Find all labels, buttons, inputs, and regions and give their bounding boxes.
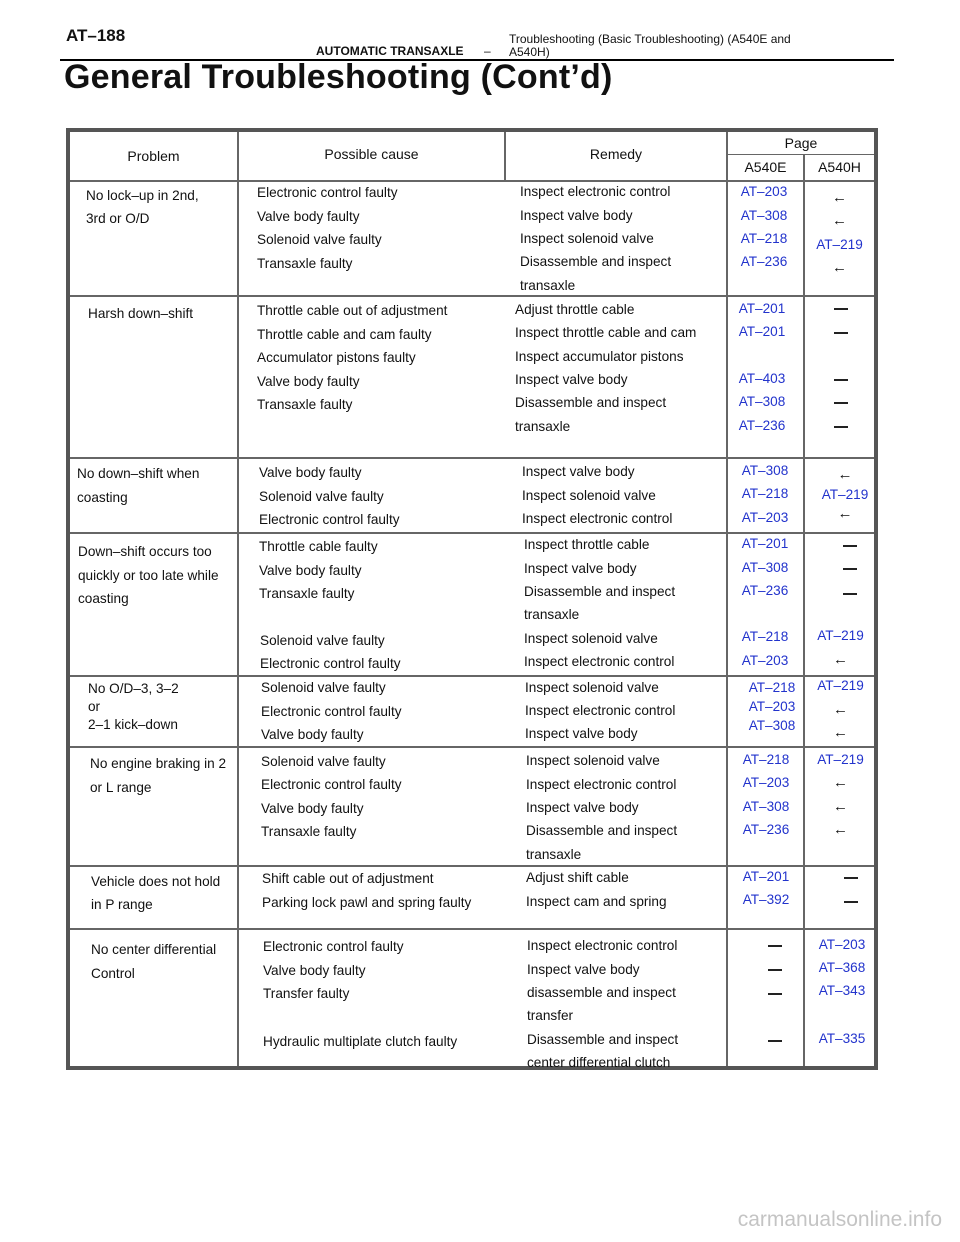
cause-cell: Valve body faulty xyxy=(263,963,366,978)
same-as-left-arrow: ← xyxy=(833,774,848,791)
page-ref-a540e[interactable]: AT–308 xyxy=(740,208,788,223)
row-divider xyxy=(70,675,874,677)
problem-cell: Harsh down–shift xyxy=(88,306,194,321)
cause-cell: Transfer faulty xyxy=(263,986,350,1001)
page-title: General Troubleshooting (Cont’d) xyxy=(64,58,613,96)
page-ref-a540e[interactable]: AT–218 xyxy=(748,680,796,695)
page-ref-a540e[interactable]: AT–218 xyxy=(742,752,790,767)
remedy-cell: Inspect valve body xyxy=(522,464,635,479)
problem-cell: 3rd or O/D xyxy=(86,211,150,226)
remedy-cell: Inspect electronic control xyxy=(524,654,675,669)
page-ref-a540e[interactable]: AT–308 xyxy=(741,463,789,478)
not-applicable-dash xyxy=(844,877,858,879)
same-as-left-arrow: ← xyxy=(833,701,848,718)
problem-cell: quickly or too late while xyxy=(78,568,219,583)
not-applicable-dash xyxy=(768,1040,782,1042)
cause-cell: Valve body faulty xyxy=(257,374,360,389)
cause-cell: Solenoid valve faulty xyxy=(260,633,385,648)
page-ref-a540h[interactable]: AT–219 xyxy=(816,237,863,252)
remedy-cell: Inspect valve body xyxy=(524,561,637,576)
problem-cell: coasting xyxy=(77,490,128,505)
remedy-cell: Inspect electronic control xyxy=(522,511,673,526)
remedy-cell: Inspect throttle cable and cam xyxy=(515,325,697,340)
page-ref-a540e[interactable]: AT–201 xyxy=(741,536,789,551)
remedy-cell: Inspect electronic control xyxy=(525,703,676,718)
same-as-left-arrow: ← xyxy=(837,466,853,483)
header-page: Page xyxy=(784,135,818,151)
cause-cell: Accumulator pistons faulty xyxy=(257,350,416,365)
not-applicable-dash xyxy=(843,545,857,547)
section-subtitle: Troubleshooting (Basic Troubleshooting) (A540E and A540H) xyxy=(509,32,791,59)
page-ref-a540e[interactable]: AT–201 xyxy=(738,301,786,316)
column-divider xyxy=(726,132,728,1066)
cause-cell: Throttle cable and cam faulty xyxy=(257,327,432,342)
same-as-left-arrow: ← xyxy=(837,505,853,522)
cause-cell: Transaxle faulty xyxy=(261,824,357,839)
not-applicable-dash xyxy=(768,945,782,947)
page-ref-a540h[interactable]: AT–368 xyxy=(818,960,866,975)
page-ref-a540h[interactable]: AT–335 xyxy=(818,1031,866,1046)
remedy-cell: Inspect valve body xyxy=(515,372,628,387)
remedy-cell: Inspect solenoid valve xyxy=(522,488,656,503)
cause-cell: Solenoid valve faulty xyxy=(261,680,386,695)
not-applicable-dash xyxy=(843,593,857,595)
cause-cell: Electronic control faulty xyxy=(259,512,400,527)
problem-cell: or xyxy=(88,699,101,714)
page-ref-a540e[interactable]: AT–308 xyxy=(748,718,796,733)
not-applicable-dash xyxy=(844,901,858,903)
remedy-cell: Inspect valve body xyxy=(525,726,638,741)
same-as-left-arrow: ← xyxy=(833,724,848,741)
header-divider xyxy=(726,154,874,155)
not-applicable-dash xyxy=(768,993,782,995)
cause-cell: Valve body faulty xyxy=(261,801,364,816)
row-divider xyxy=(70,928,874,930)
watermark: carmanualsonline.info xyxy=(737,1208,942,1231)
header-possible-cause: Possible cause xyxy=(324,146,419,162)
remedy-cell: Inspect valve body xyxy=(520,208,633,223)
page-ref-a540h[interactable]: AT–219 xyxy=(817,752,864,767)
header-remedy: Remedy xyxy=(589,146,643,162)
remedy-cell: Inspect valve body xyxy=(527,962,640,977)
cause-cell: Throttle cable out of adjustment xyxy=(257,303,448,318)
remedy-cell: transaxle xyxy=(515,419,571,434)
cause-cell: Transaxle faulty xyxy=(259,586,355,601)
remedy-cell: transaxle xyxy=(524,607,580,622)
remedy-cell: disassemble and inspect xyxy=(527,985,676,1000)
page-ref-a540e[interactable]: AT–218 xyxy=(741,629,789,644)
page-ref-a540e[interactable]: AT–201 xyxy=(738,324,786,339)
page-ref-a540e[interactable]: AT–203 xyxy=(741,653,789,668)
remedy-cell: Inspect solenoid valve xyxy=(526,753,660,768)
page-ref-a540e[interactable]: AT–392 xyxy=(742,892,790,907)
remedy-cell: center differential clutch xyxy=(527,1055,671,1070)
not-applicable-dash xyxy=(834,379,848,381)
page-ref-a540e[interactable]: AT–203 xyxy=(741,510,789,525)
page-ref-a540e[interactable]: AT–218 xyxy=(740,231,788,246)
page-ref-a540e[interactable]: AT–236 xyxy=(742,822,790,837)
page-ref-a540h[interactable]: AT–343 xyxy=(818,983,866,998)
cause-cell: Transaxle faulty xyxy=(257,256,353,271)
same-as-left-arrow: ← xyxy=(833,821,848,838)
page-ref-a540e[interactable]: AT–308 xyxy=(742,799,790,814)
remedy-cell: Disassemble and inspect xyxy=(526,823,678,838)
remedy-cell: transfer xyxy=(527,1008,574,1023)
problem-cell: Control xyxy=(91,966,135,981)
same-as-left-arrow: ← xyxy=(833,651,848,668)
page-ref-a540e[interactable]: AT–403 xyxy=(738,371,786,386)
remedy-cell: Disassemble and inspect xyxy=(520,254,672,269)
same-as-left-arrow: ← xyxy=(832,259,847,276)
page-ref-a540e[interactable]: AT–201 xyxy=(742,869,790,884)
cause-cell: Electronic control faulty xyxy=(261,704,402,719)
remedy-cell: transaxle xyxy=(526,847,582,862)
remedy-cell: transaxle xyxy=(520,278,576,293)
cause-cell: Throttle cable faulty xyxy=(259,539,378,554)
section-title: AUTOMATIC TRANSAXLE xyxy=(316,44,464,58)
page-ref-a540h[interactable]: AT–219 xyxy=(817,678,864,693)
problem-cell: No lock–up in 2nd, xyxy=(86,188,199,203)
cause-cell: Transaxle faulty xyxy=(257,397,353,412)
cause-cell: Valve body faulty xyxy=(261,727,364,742)
problem-cell: Vehicle does not hold xyxy=(91,874,221,889)
header-problem: Problem xyxy=(127,148,180,164)
page-ref-a540e[interactable]: AT–203 xyxy=(742,775,790,790)
page-ref-a540h[interactable]: AT–219 xyxy=(821,487,869,502)
not-applicable-dash xyxy=(834,308,848,310)
remedy-cell: Inspect cam and spring xyxy=(526,894,667,909)
remedy-cell: Disassemble and inspect xyxy=(524,584,676,599)
problem-cell: No O/D–3, 3–2 xyxy=(88,681,179,696)
cause-cell: Parking lock pawl and spring faulty xyxy=(262,895,472,910)
header-separator: – xyxy=(484,44,491,58)
remedy-cell: Disassemble and inspect xyxy=(527,1032,679,1047)
cause-cell: Valve body faulty xyxy=(257,209,360,224)
problem-cell: No center differential xyxy=(91,942,217,957)
remedy-cell: Inspect accumulator pistons xyxy=(515,349,684,364)
remedy-cell: Inspect solenoid valve xyxy=(520,231,654,246)
remedy-cell: Disassemble and inspect xyxy=(515,395,667,410)
cause-cell: Electronic control faulty xyxy=(261,777,402,792)
header-a540e: A540E xyxy=(744,159,787,175)
page-ref-a540e[interactable]: AT–236 xyxy=(741,583,789,598)
cause-cell: Electronic control faulty xyxy=(257,185,398,200)
cause-cell: Hydraulic multiplate clutch faulty xyxy=(263,1034,458,1049)
remedy-cell: Inspect electronic control xyxy=(526,777,677,792)
page-number: AT–188 xyxy=(66,26,126,45)
not-applicable-dash xyxy=(834,402,848,404)
page-ref-a540e[interactable]: AT–308 xyxy=(741,560,789,575)
problem-cell: coasting xyxy=(78,591,129,606)
cause-cell: Shift cable out of adjustment xyxy=(262,871,434,886)
remedy-cell: Inspect electronic control xyxy=(520,184,671,199)
remedy-cell: Inspect solenoid valve xyxy=(525,680,659,695)
not-applicable-dash xyxy=(843,568,857,570)
cause-cell: Solenoid valve faulty xyxy=(261,754,386,769)
same-as-left-arrow: ← xyxy=(832,189,847,206)
remedy-cell: Adjust shift cable xyxy=(526,870,629,885)
problem-cell: No down–shift when xyxy=(77,466,200,481)
page-ref-a540e[interactable]: AT–308 xyxy=(738,394,786,409)
not-applicable-dash xyxy=(768,969,782,971)
problem-cell: in P range xyxy=(91,897,153,912)
page-ref-a540e[interactable]: AT–218 xyxy=(741,486,789,501)
page-ref-a540e[interactable]: AT–236 xyxy=(738,418,786,433)
cause-cell: Valve body faulty xyxy=(259,563,362,578)
page-ref-a540h[interactable]: AT–203 xyxy=(818,937,866,952)
cause-cell: Solenoid valve faulty xyxy=(259,489,384,504)
cause-cell: Electronic control faulty xyxy=(263,939,404,954)
same-as-left-arrow: ← xyxy=(833,798,848,815)
page-ref-a540e[interactable]: AT–236 xyxy=(740,254,788,269)
page-ref-a540e[interactable]: AT–203 xyxy=(740,184,788,199)
not-applicable-dash xyxy=(834,426,848,428)
cause-cell: Valve body faulty xyxy=(259,465,362,480)
header-a540h: A540H xyxy=(818,159,861,175)
remedy-cell: Inspect electronic control xyxy=(527,938,678,953)
cause-cell: Solenoid valve faulty xyxy=(257,232,382,247)
page-ref-a540h[interactable]: AT–219 xyxy=(817,628,864,643)
problem-cell: Down–shift occurs too xyxy=(78,544,212,559)
remedy-cell: Inspect solenoid valve xyxy=(524,631,658,646)
same-as-left-arrow: ← xyxy=(832,212,847,229)
cause-cell: Electronic control faulty xyxy=(260,656,401,671)
remedy-cell: Inspect valve body xyxy=(526,800,639,815)
column-divider xyxy=(237,132,239,1066)
remedy-cell: Inspect throttle cable xyxy=(524,537,650,552)
troubleshooting-table xyxy=(66,128,878,1070)
page-ref-a540e[interactable]: AT–203 xyxy=(748,699,796,714)
problem-cell: 2–1 kick–down xyxy=(88,717,178,732)
problem-cell: or L range xyxy=(90,780,152,795)
problem-cell: No engine braking in 2 xyxy=(90,756,227,771)
remedy-cell: Adjust throttle cable xyxy=(515,302,635,317)
not-applicable-dash xyxy=(834,332,848,334)
